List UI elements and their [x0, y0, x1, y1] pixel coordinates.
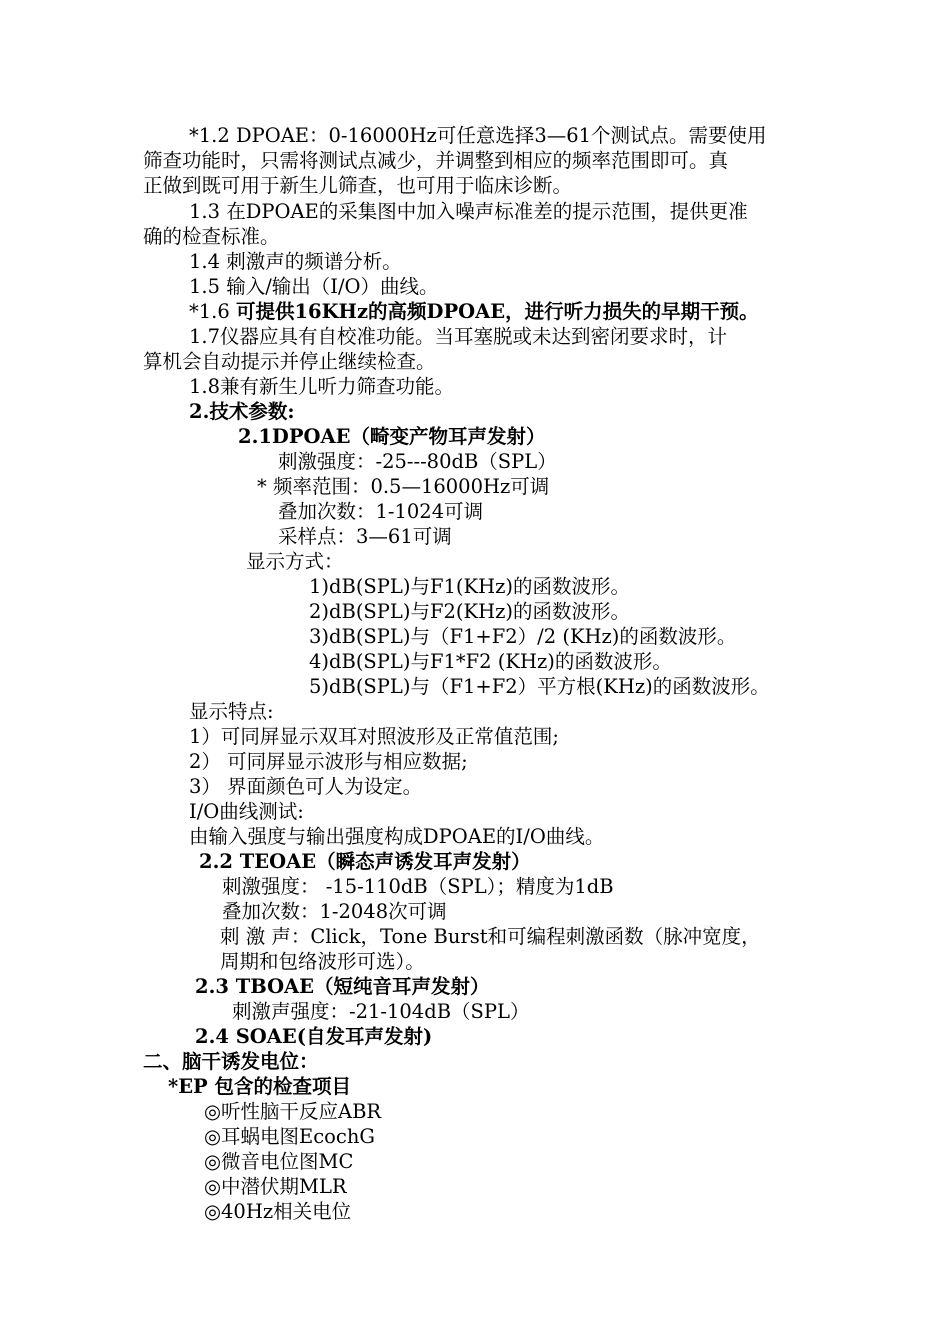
text-line: 叠加次数：1-1024可调 [278, 500, 484, 523]
subsection-heading: 2.1DPOAE（畸变产物耳声发射） [238, 425, 546, 448]
subsection-heading: 2.4 SOAE(自发耳声发射) [195, 1025, 433, 1048]
text-line: 刺激强度：-25---80dB（SPL） [278, 450, 557, 473]
text-line: 叠加次数：1-2048次可调 [222, 900, 447, 923]
subsection-heading: 2.3 TBOAE（短纯音耳声发射） [195, 975, 490, 998]
text-line: 1.7仪器应具有自校准功能。当耳塞脱或未达到密闭要求时，计 [189, 325, 728, 348]
text-line: 1.5 输入/输出（I/O）曲线。 [189, 275, 439, 298]
text-line: * 频率范围：0.5—16000Hz可调 [257, 475, 550, 498]
subsection-heading: *EP 包含的检查项目 [168, 1075, 352, 1098]
text-line: 显示特点: [189, 700, 274, 723]
text-line: 1.3 在DPOAE的采集图中加入噪声标准差的提示范围，提供更准 [189, 200, 748, 223]
text-line: 1)dB(SPL)与F1(KHz)的函数波形。 [309, 575, 630, 598]
text-prefix: *1.6 [189, 300, 236, 323]
text-line: 3)dB(SPL)与（F1+F2）/2 (KHz)的函数波形。 [309, 625, 737, 648]
text-line: 确的检查标准。 [143, 225, 280, 248]
text-line: 显示方式： [246, 550, 344, 573]
text-line: 4)dB(SPL)与F1*F2 (KHz)的函数波形。 [309, 650, 672, 673]
text-line: 2)dB(SPL)与F2(KHz)的函数波形。 [309, 600, 630, 623]
text-line: 正做到既可用于新生儿筛查，也可用于临床诊断。 [143, 174, 573, 197]
bold-text: 可提供16KHz的高频DPOAE，进行听力损失的早期干预。 [235, 300, 759, 323]
text-line: 周期和包络波形可选）。 [220, 950, 425, 973]
list-item: ◎微音电位图MC [204, 1150, 354, 1173]
list-item: ◎听性脑干反应ABR [204, 1100, 382, 1123]
text-line: 筛查功能时，只需将测试点减少，并调整到相应的频率范围即可。真 [143, 149, 729, 172]
section-heading: 二、脑干诱发电位： [143, 1050, 319, 1073]
text-line: 刺激声强度：-21-104dB（SPL） [232, 1000, 530, 1023]
text-line: 采样点：3—61可调 [278, 525, 452, 548]
text-line: 1.4 刺激声的频谱分析。 [189, 250, 402, 273]
list-item: ◎中潜伏期MLR [204, 1175, 347, 1198]
text-line: 5)dB(SPL)与（F1+F2）平方根(KHz)的函数波形。 [309, 675, 770, 698]
text-line: 算机会自动提示并停止继续检查。 [143, 350, 436, 373]
text-line: 2） 可同屏显示波形与相应数据; [189, 750, 468, 773]
text-line: 由输入强度与输出强度构成DPOAE的I/O曲线。 [189, 825, 605, 848]
text-line: 1）可同屏显示双耳对照波形及正常值范围; [189, 725, 559, 748]
text-line: 3） 界面颜色可人为设定。 [189, 775, 423, 798]
text-line: I/O曲线测试: [189, 800, 304, 823]
text-line: 1.8兼有新生儿听力筛查功能。 [189, 375, 455, 398]
subsection-heading: 2.2 TEOAE（瞬态声诱发耳声发射） [199, 850, 531, 873]
list-item: ◎耳蜗电图EcochG [204, 1125, 375, 1148]
text-line: 刺 激 声：Click，Tone Burst和可编程刺激函数（脉冲宽度， [220, 925, 761, 948]
list-item: ◎40Hz相关电位 [204, 1200, 352, 1223]
text-line [189, 299, 759, 324]
text-line: 刺激强度： -15-110dB（SPL）；精度为1dB [222, 875, 614, 898]
text-line: *1.2 DPOAE：0-16000Hz可任意选择3—61个测试点。需要使用 [189, 124, 767, 147]
section-heading: 2.技术参数: [189, 400, 295, 423]
